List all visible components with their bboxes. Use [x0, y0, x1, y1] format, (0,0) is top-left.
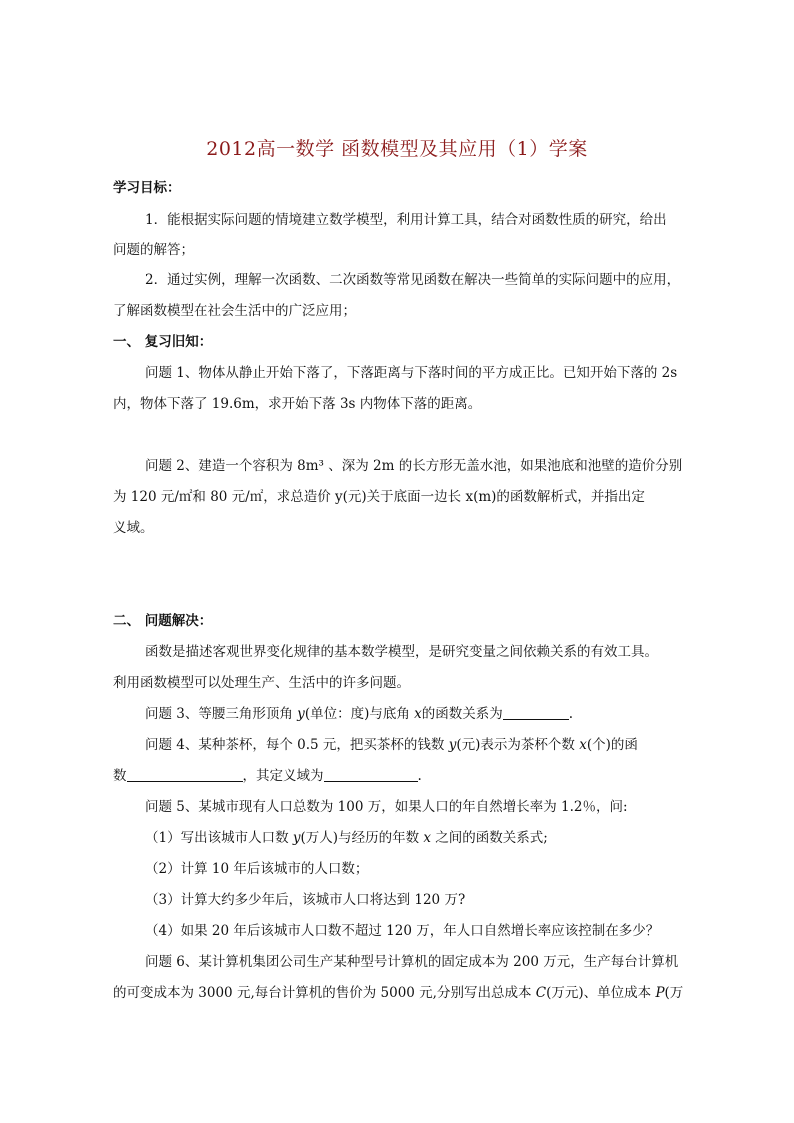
question-1-line-2: 内，物体下落了 19.6m，求开始下落 3s 内物体下落的距离。 — [113, 396, 482, 412]
question-3-text-c: 的函数关系为 — [421, 706, 503, 722]
variable-x: x — [579, 737, 587, 753]
variable-c: C — [535, 985, 547, 1001]
question-3-text-b: (单位：度)与底角 — [304, 706, 415, 722]
question-1-line-1: 问题 1、物体从静止开始下落了，下落距离与下落时间的平方成正比。已知开始下落的 2s — [145, 365, 678, 381]
domain-answer-blank[interactable] — [324, 767, 418, 782]
goal-1-line-1: 1．能根据实际问题的情境建立数学模型，利用计算工具，结合对函数性质的研究，给出 — [145, 212, 667, 228]
question-3 — [145, 705, 573, 723]
question-6-line-2 — [113, 984, 683, 1002]
review-heading: 一、 复习旧知： — [113, 334, 213, 350]
intro-line-2: 利用函数模型可以处理生产、生活中的许多问题。 — [113, 675, 410, 691]
question-2-line-2: 为 120 元/㎡和 80 元/㎡，求总造价 y(元)关于底面一边长 x(m)的函数解析式，并指出定 — [113, 489, 645, 505]
question-4-text-b: (元)表示为茶杯个数 — [456, 737, 580, 753]
goals-heading: 学习目标： — [113, 180, 181, 196]
solve-heading: 二、 问题解决： — [113, 613, 213, 629]
function-answer-blank[interactable] — [127, 767, 243, 782]
question-3-end: . — [568, 706, 574, 722]
question-6-line-2-a: 的可变成本为 3000 元,每台计算机的售价为 5000 元,分别写出总成本 — [113, 985, 536, 1001]
answer-blank[interactable] — [503, 705, 569, 720]
question-4-line-2-a: 数 — [113, 768, 127, 784]
intro-line-1: 函数是描述客观世界变化规律的基本数学模型，是研究变量之间依赖关系的有效工具。 — [145, 644, 658, 660]
question-4-line-1 — [145, 736, 638, 754]
question-4-line-2-end: . — [417, 768, 422, 784]
variable-y: y — [292, 830, 301, 846]
variable-p: P — [655, 985, 665, 1001]
question-5-sub-1-b: (万人)与经历的年数 — [300, 830, 424, 846]
question-5-sub-2: （2）计算 10 年后该城市的人口数； — [145, 861, 369, 877]
question-6-line-2-c: (万 — [664, 985, 684, 1001]
question-4-text-c: (个)的函 — [586, 737, 638, 753]
question-6-line-2-b: (万元)、单位成本 — [546, 985, 656, 1001]
question-4-line-2-b: ，其定义域为 — [242, 768, 324, 784]
question-2-line-3: 义域。 — [113, 520, 154, 536]
question-5-sub-3: （3）计算大约多少年后，该城市人口将达到 120 万? — [145, 892, 466, 908]
variable-y: y — [297, 706, 305, 722]
question-2-line-1: 问题 2、建造一个容积为 8m³ 、深为 2m 的长方形无盖水池，如果池底和池壁的造价分别 — [145, 458, 683, 474]
goal-2-line-2: 了解函数模型在社会生活中的广泛应用； — [113, 303, 356, 319]
goal-1-line-2: 问题的解答； — [113, 242, 194, 258]
question-4-line-2 — [113, 767, 422, 785]
variable-y: y — [448, 737, 457, 753]
question-5-sub-1-c: 之间的函数关系式; — [430, 830, 548, 846]
question-5-sub-4: （4）如果 20 年后该城市人口数不超过 120 万，年人口自然增长率应该控制在多少？ — [145, 923, 660, 939]
question-3-text-a: 问题 3、等腰三角形顶角 — [145, 706, 298, 722]
variable-x: x — [423, 830, 431, 846]
page-title: 2012高一数学 函数模型及其应用（1）学案 — [206, 138, 588, 160]
goal-2-line-1: 2．通过实例，理解一次函数、二次函数等常见函数在解决一些简单的实际问题中的应用， — [145, 272, 681, 288]
question-5-sub-1-a: （1）写出该城市人口数 — [145, 830, 293, 846]
question-5-line-1: 问题 5、某城市现有人口总数为 100 万，如果人口的年自然增长率为 1.2％，问: — [145, 799, 628, 815]
variable-x: x — [414, 706, 422, 722]
question-6-line-1: 问题 6、某计算机集团公司生产某种型号计算机的固定成本为 200 万元，生产每台计算机 — [145, 954, 679, 970]
question-5-sub-1 — [145, 829, 548, 847]
question-4-text-a: 问题 4、某种茶杯，每个 0.5 元，把买茶杯的钱数 — [145, 737, 449, 753]
